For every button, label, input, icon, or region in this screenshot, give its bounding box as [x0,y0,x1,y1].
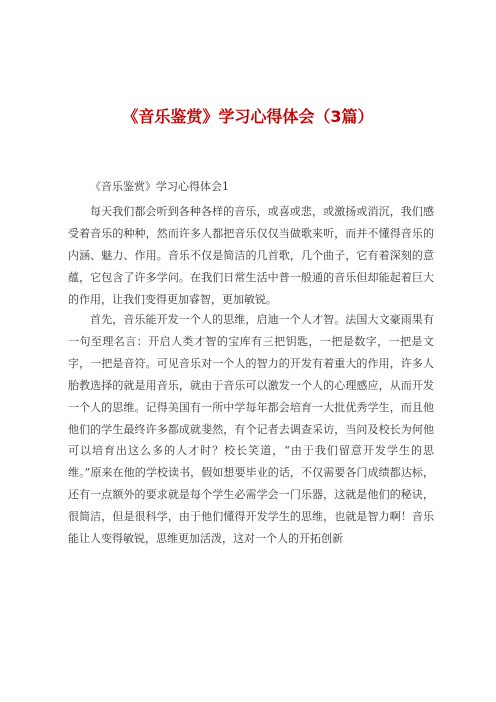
paragraph-1: 每天我们都会听到各种各样的音乐，或喜或悲，或激扬或消沉，我们感受着音乐的种种，然而许多人都把音乐仅仅当做歌来听，而并不懂得音乐的内涵、魅力、作用。音乐不仅是简洁的几首歌，几个曲子，它有着深刻的意蕴，它包含了许多学问。在我们日常生活中普一般通的音乐但却能起着巨大的作用，让我们变得更加睿智，更加敏锐。 [68,205,434,306]
section-heading: 《音乐鉴赏》学习心得体会1 [90,180,229,193]
document-title: 《音乐鉴赏》学习心得体会（3篇） [122,107,374,126]
paragraph-2: 首先，音乐能开发一个人的思维，启迪一个人才智。法国大文豪雨果有一句至理名言：开启人类才智的宝库有三把钥匙，一把是数字，一把是文字，一把是音符。可见音乐对一个人的智力的开发有着重大的作用，许多人胎教选择的就是用音乐，就由于音乐可以激发一个人的心理感应，从而开发一个人的思维。记得美国有一所中学每年都会培育一大批优秀学生，而且他他们的学生最终许多都成就斐然，有个记者去调查采访，当问及校长为何他可以培育出这么多的人才时？校长笑道，“由于我们留意开发学生的思维。”原来在他的学校读书，假如想要毕业的话，不仅需要各门成绩都达标，还有一点额外的要求就是每个学生必需学会一门乐器，这就是他们的秘诀，很简洁，但是很科学，由于他们懂得开发学生的思维，也就是智力啊！音乐能让人变得敏锐，思维更加活泼，这对一个人的开拓创新 [68,313,434,546]
